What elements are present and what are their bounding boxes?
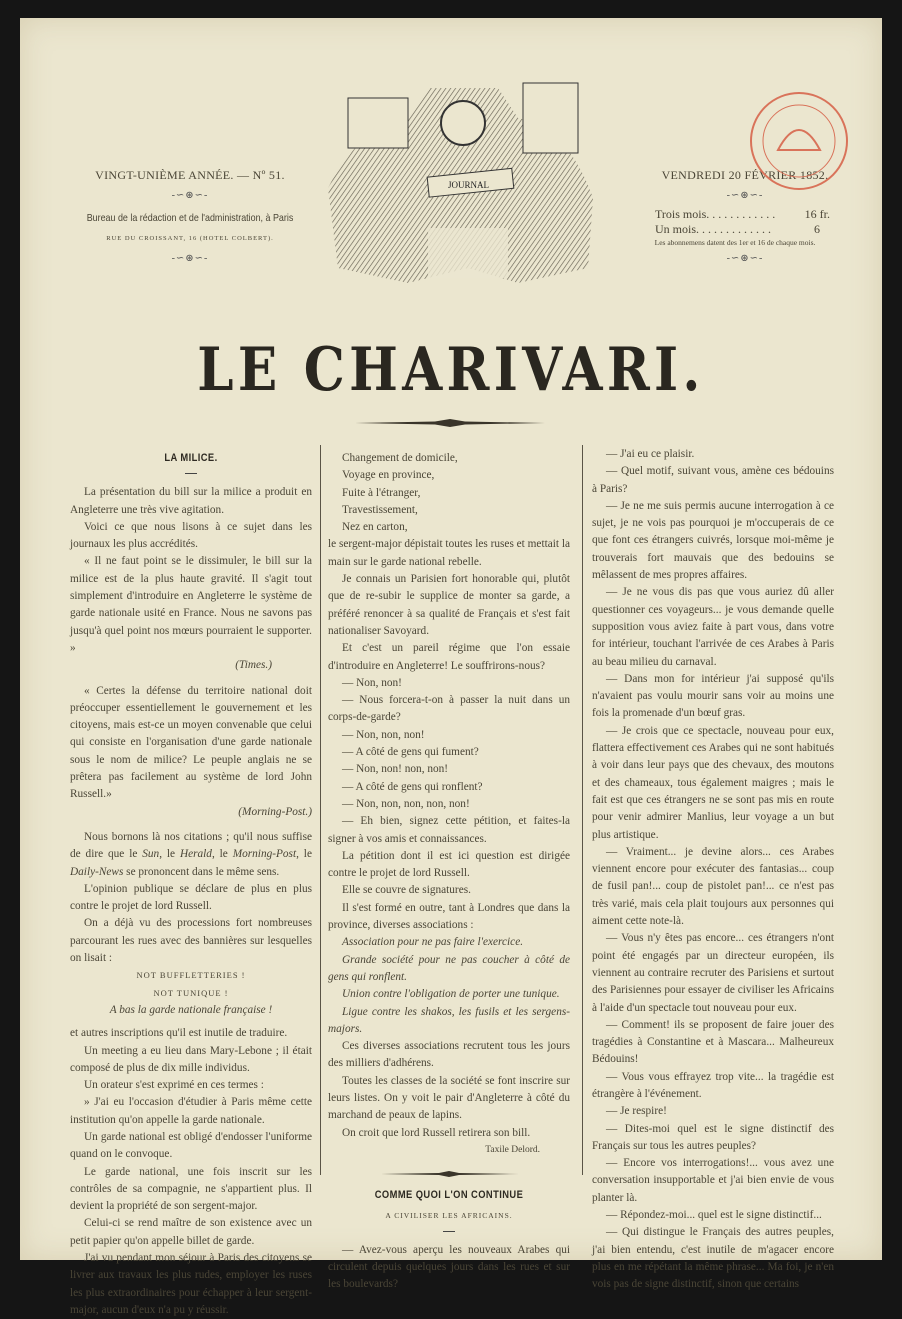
banner-text: NOT BUFFLETTERIES ! bbox=[136, 970, 246, 981]
price-row bbox=[655, 222, 830, 237]
paragraph: — Vous vous effrayez trop vite... la tragédie est étrangère à l'événement. bbox=[592, 1070, 834, 1100]
paragraph: Ces diverses associations recrutent tous les jours des milliers d'adhérens. bbox=[328, 1040, 570, 1070]
column-rule bbox=[320, 445, 321, 1175]
source: (Times.) bbox=[235, 659, 272, 672]
paragraph: L'opinion publique se déclare de plus en plus contre le projet de lord Russell. bbox=[70, 882, 312, 913]
paragraph: La pétition dont il est ici question est dirigée contre le projet de lord Russell. bbox=[328, 849, 570, 880]
paragraph: Elle se couvre de signatures. bbox=[342, 884, 471, 897]
paragraph: — Non, non! bbox=[342, 676, 402, 689]
issue-date: VENDREDI 20 FÉVRIER 1852. bbox=[661, 168, 829, 182]
separator bbox=[443, 1231, 455, 1232]
article-title: COMME QUOI L'ON CONTINUE bbox=[374, 1189, 524, 1202]
ornament: -∽⊛∽- bbox=[171, 253, 209, 264]
ornament: -∽⊛∽- bbox=[726, 190, 764, 201]
paragraph: — Vous n'y êtes pas encore... ces étrangers n'ont point été engagés par un directeur européen, ils viennent au contraire recruter des Parisiens et surtout des Parisiennes pour essayer de civiliser les Africains à l'aide d'un spectacle tout nouveau pour eux. bbox=[592, 932, 834, 1014]
paragraph: Et c'est un pareil régime que l'on essaie d'introduire en Angleterre! Le souffrirons-nous? bbox=[328, 642, 570, 672]
paragraph: Un meeting a eu lieu dans Mary-Lebone ; il était composé de plus de dix mille individus. bbox=[70, 1044, 312, 1074]
library-stamp bbox=[748, 90, 850, 192]
paragraph: — Encore vos interrogations!... vous avez une conversation insupportable et j'ai bien envie de vous planter là. bbox=[592, 1157, 834, 1204]
paragraph: — Je ne me suis permis aucune interrogation à ce sujet, je ne vois pas pourquoi je m'occuperais de ce que font ces étrangers cuivrés, lorsque moi-même je trouverais fort mauvais que des bedouins se mêlassent de mes propres affaires. bbox=[592, 499, 834, 582]
list-item: Voyage en province, bbox=[342, 469, 435, 482]
subscription-prices bbox=[655, 207, 830, 237]
paragraph: Nous bornons là nos citations ; qu'il nous suffise de dire que le Sun, le Herald, le Morning-Post, le Daily-News se prononcent dans le même sens. bbox=[70, 830, 312, 878]
separator bbox=[185, 473, 197, 474]
paragraph: — Non, non, non! bbox=[342, 728, 425, 741]
paragraph: « Certes la défense du territoire national doit préoccuper essentiellement le gouvernement et les citoyens, mais est-ce un moyen convenable que celui qui consiste en l'organisation d'une garde nationale sous le nom de milice? Le peuple anglais ne se prêtera pas facilement au système de lord John Russell.» bbox=[70, 684, 312, 801]
price-label: Trois mois. . . . . . . . . . . . bbox=[655, 207, 776, 221]
paragraph: Un garde national est obligé d'endosser l'uniforme quand on le convoque. bbox=[70, 1130, 312, 1161]
paragraph: La présentation du bill sur la milice a produit en Angleterre une très vive agitation. bbox=[70, 486, 312, 516]
list-item: Travestissement, bbox=[342, 503, 418, 516]
paragraph: le sergent-major dépistait toutes les ruses et mettait la main sur le garde national rebelle. bbox=[328, 538, 570, 568]
paragraph: — Comment! ils se proposent de faire jouer des tragédies à Constantine et à Mascara... Malheureux Bédouins! bbox=[592, 1018, 834, 1066]
price-value: 6 bbox=[814, 222, 820, 236]
list-item: Fuite à l'étranger, bbox=[342, 486, 421, 499]
paragraph: Je connais un Parisien fort honorable qui, plutôt que de re-subir le supplice de monter sa garde, a préféré renoncer à sa qualité de Français et s'est fait nationaliser Savoyard. bbox=[328, 573, 570, 637]
section-rule bbox=[379, 1171, 519, 1177]
illustration-caption: JOURNAL bbox=[448, 180, 490, 190]
column-1 bbox=[70, 450, 312, 1319]
paragraph: Il s'est formé en outre, tant à Londres que dans la province, diverses associations : bbox=[328, 901, 570, 932]
address: RUE DU CROISSANT, 16 (HOTEL COLBERT). bbox=[106, 235, 274, 242]
column-rule bbox=[582, 445, 583, 1175]
price-label: Un mois. . . . . . . . . . . . . bbox=[655, 222, 772, 236]
newspaper-title: LE CHARIVARI. bbox=[197, 335, 705, 405]
column-3 bbox=[592, 446, 834, 1294]
paragraph: On a déjà vu des processions fort nombreuses parcourant les rues avec des bannières sur lesquelles on lisait : bbox=[70, 917, 312, 965]
paragraph: et autres inscriptions qu'il est inutile de traduire. bbox=[70, 1027, 288, 1040]
paragraph: — A côté de gens qui fument? bbox=[342, 746, 479, 759]
paragraph: — Vraiment... je devine alors... ces Arabes viennent encore pour exécuter des fantasias... coup de fusil pan!... coup de pistolet pan!... ce n'est pas très varié, mais cela plait toujours aux personnes qui aiment cette note-là. bbox=[592, 845, 834, 928]
paragraph: Un orateur s'est exprimé en ces termes : bbox=[84, 1079, 264, 1092]
paragraph: Toutes les classes de la société se font inscrire sur leurs listes. On y voit le pair d'Angleterre à côté du marchand de peaux de lapins. bbox=[328, 1074, 570, 1122]
paragraph: — Nous forcera-t-on à passer la nuit dans un corps-de-garde? bbox=[328, 694, 570, 724]
ornament: -∽⊛∽- bbox=[171, 190, 209, 201]
paragraph: — A côté de gens qui ronflent? bbox=[342, 780, 483, 793]
paragraph: » J'ai eu l'occasion d'étudier à Paris même cette institution qu'on appelle la garde nationale. bbox=[70, 1096, 312, 1126]
year-issue: VINGT-UNIÈME ANNÉE. — Nº 51. bbox=[95, 168, 285, 182]
bureau-line: Bureau de la rédaction et de l'administration, à Paris bbox=[86, 212, 294, 224]
source: (Morning-Post.) bbox=[238, 805, 312, 818]
paragraph: Le garde national, une fois inscrit sur les contrôles de sa compagnie, ne s'appartient plus. Il devient la propriété de son sergent-major. bbox=[70, 1165, 312, 1213]
paragraph: — Non, non, non, non, non! bbox=[342, 797, 470, 810]
paragraph: On croit que lord Russell retirera son bill. bbox=[342, 1126, 531, 1139]
paragraph: Celui-ci se rend maître de son existence avec un petit papier qu'on appelle billet de garde. bbox=[70, 1217, 312, 1247]
paragraph: — Avez-vous aperçu les nouveaux Arabes qui circulent depuis quelques jours dans les rues et sur les boulevards? bbox=[328, 1243, 570, 1291]
list-item: Nez en carton, bbox=[342, 521, 408, 534]
ornament: -∽⊛∽- bbox=[726, 253, 764, 264]
masthead-illustration bbox=[318, 68, 603, 298]
association: Association pour ne pas faire l'exercice. bbox=[342, 936, 524, 949]
article-subtitle: A CIVILISER LES AFRICAINS. bbox=[385, 1211, 513, 1221]
paragraph: — Je crois que ce spectacle, nouveau pour eux, flattera effectivement ces Arabes qui ne sont habitués à voir dans leur pays que des chevaux, des moutons et des chameaux, tous également maigres ; mais le fait est que ces étrangers ne se sont pas mis en route pour venir admirer Manlius, leur voyage a un but plus artistique. bbox=[592, 724, 834, 841]
banner-text: NOT TUNIQUE ! bbox=[153, 987, 229, 998]
association: Ligue contre les shakos, les fusils et les sergens-majors. bbox=[328, 1005, 570, 1035]
paragraph: — Non, non! non, non! bbox=[342, 763, 449, 776]
paragraph: — Je ne vous dis pas que vous auriez dû aller questionner ces voyageurs... je vous demande quelle supposition vous aviez faite à part vous, dans votre for intérieur, touchant l'arrivée de ces Arabes à Paris au beau milieu du carnaval. bbox=[592, 586, 834, 668]
article-title: LA MILICE. bbox=[164, 452, 218, 464]
paragraph: — Répondez-moi... quel est le signe distinctif... bbox=[606, 1209, 822, 1222]
price-row bbox=[655, 207, 830, 222]
paragraph: — Dans mon for intérieur j'ai supposé qu'ils n'avaient pas voulu mourir sans voir au moins une fois la promenade d'un bœuf gras. bbox=[592, 672, 834, 720]
column-2 bbox=[328, 450, 570, 1294]
paragraph: — Qui distingue le Français des autres peuples, j'ai bien entendu, c'est inutile de m'agacer encore plus en me répétant la même phrase... Ma foi, je n'en vois pas de signe distinctif, sinon que certains bbox=[592, 1226, 834, 1291]
paragraph: Voici ce que nous lisons à ce sujet dans les journaux les plus accrédités. bbox=[70, 520, 312, 551]
price-value: 16 fr. bbox=[804, 207, 830, 221]
author-signature: Taxile Delord. bbox=[485, 1144, 540, 1155]
title-ornament-rule bbox=[355, 418, 545, 428]
paragraph: — Eh bien, signez cette pétition, et faites-la signer à vos amis et connaissances. bbox=[328, 815, 570, 845]
list-item: Changement de domicile, bbox=[342, 452, 458, 464]
paragraph: J'ai vu pendant mon séjour à Paris des citoyens se livrer aux travaux les plus rudes, employer les ruses les plus extraordinaires pour échapper à leur sergent-major, aucun d'eux n'a pu y réussir. bbox=[70, 1252, 312, 1316]
banner-text: A bas la garde nationale française ! bbox=[109, 1003, 273, 1016]
association: Union contre l'obligation de porter une tunique. bbox=[342, 988, 560, 1001]
paragraph: — Dites-moi quel est le signe distinctif des Français sur tous les autres peuples? bbox=[592, 1122, 834, 1152]
subscription-note: Les abonnemens datent des 1er et 16 de chaque mois. bbox=[654, 238, 816, 247]
paragraph: « Il ne faut point se le dissimuler, le bill sur la milice est de la plus haute gravité. Il s'agit tout simplement d'introduire en Angleterre le système de garde nationale usité en France. Nous ne savons pas jusqu'à quel point nos mœurs pourraient le supporter. » bbox=[70, 555, 312, 654]
association: Grande société pour ne pas coucher à côté de gens qui ronflent. bbox=[328, 953, 570, 983]
paragraph: — Quel motif, suivant vous, amène ces bédouins à Paris? bbox=[592, 465, 834, 495]
paragraph: — Je respire! bbox=[606, 1105, 667, 1118]
paragraph: — J'ai eu ce plaisir. bbox=[606, 448, 695, 460]
